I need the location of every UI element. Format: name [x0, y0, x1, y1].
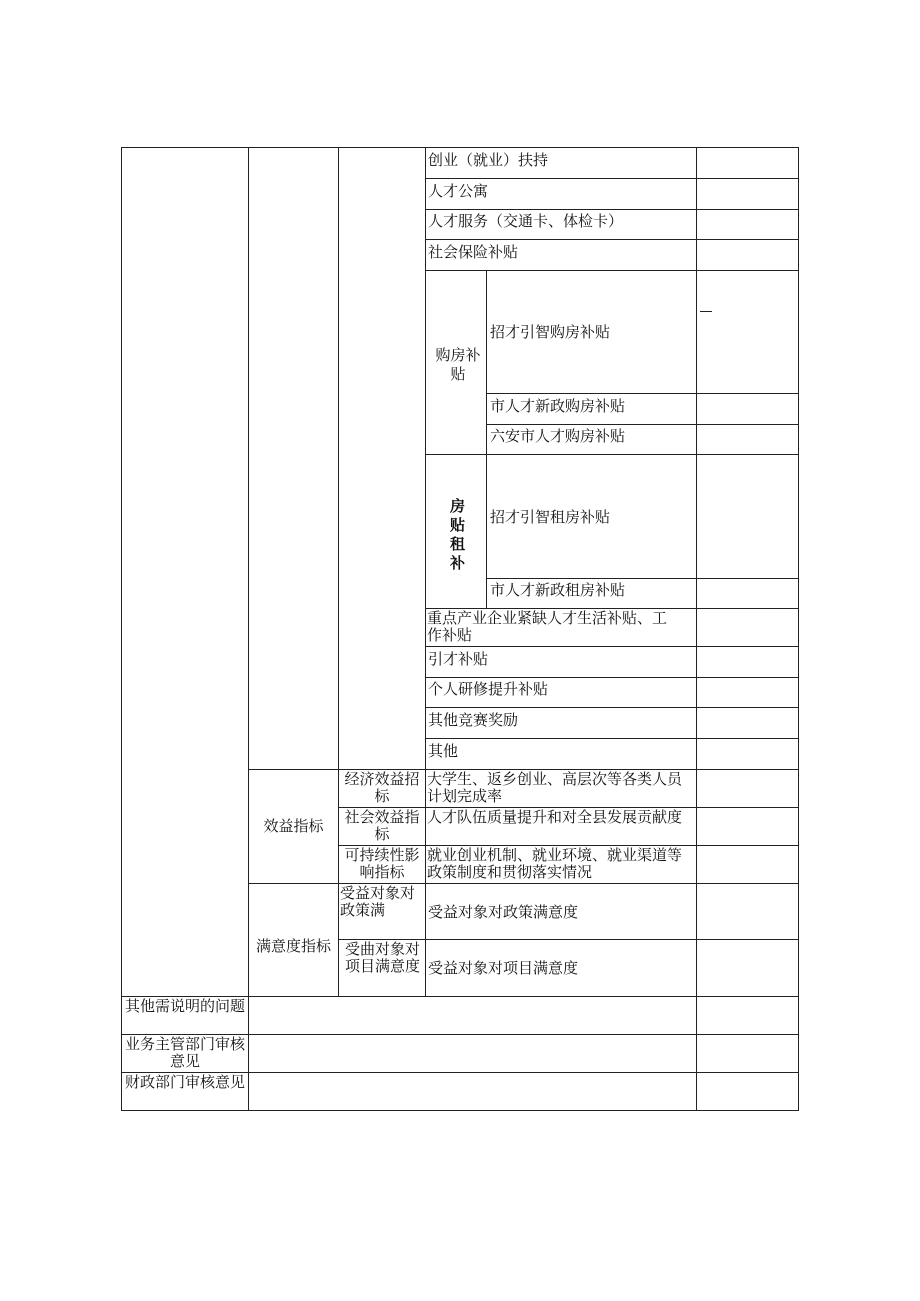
table-row-line — [425, 677, 799, 678]
purchase-group-label: 购房补贴 — [435, 346, 481, 383]
row-rent-city-label: 市人才新政租房补贴 — [490, 581, 626, 599]
econ-indicator-desc: 大学生、返乡创业、高层次等各类人员计划完成率 — [427, 770, 683, 805]
table-row-line — [486, 578, 799, 579]
sustain-indicator-desc: 就业创业机制、就业环境、就业渠道等政策制度和贯彻落实情况 — [427, 846, 683, 881]
row-yincai-label: 引才补贴 — [428, 650, 489, 668]
table-row-line — [248, 883, 799, 884]
project-satisfaction-desc: 受益对象对项目满意度 — [428, 959, 579, 977]
table-row-line — [425, 707, 799, 708]
project-satisfaction-label: 受曲对象对项目满意度 — [344, 940, 420, 975]
table-row-line — [486, 393, 799, 394]
table-row-line — [425, 178, 799, 179]
row-rent-zhaocai-label: 招才引智租房补贴 — [490, 508, 611, 526]
table-border-left — [121, 147, 122, 1110]
rent-group-label: 房贴租补 — [449, 497, 465, 572]
policy-satisfaction-label: 受益对象对政策满 — [340, 884, 416, 919]
row-purchase-city-label: 市人才新政购房补贴 — [490, 397, 626, 415]
policy-satisfaction-desc: 受益对象对政策满意度 — [428, 903, 579, 921]
table-row-line — [425, 454, 799, 455]
sustain-indicator-label: 可持续性影响指标 — [344, 846, 420, 881]
row-key-industry-label: 重点产业企业紧缺人才生活补贴、工作补贴 — [427, 609, 668, 644]
row-study-label: 个人研修提升补贴 — [428, 680, 549, 698]
table-row-line — [425, 270, 799, 271]
row-contest-label: 其他竞赛奖励 — [428, 711, 519, 729]
row-other-label: 其他 — [428, 742, 459, 760]
other-issues-label: 其他需说明的问题 — [124, 997, 245, 1015]
benefit-indicator-label: 效益指标 — [263, 817, 324, 835]
table-row-line — [425, 209, 799, 210]
dash-mark — [700, 311, 712, 312]
table-col-line — [696, 147, 697, 1110]
row-purchase-luan-label: 六安市人才购房补贴 — [490, 427, 626, 445]
social-indicator-label: 社会效益指标 — [344, 808, 420, 843]
table-col-line — [248, 147, 249, 1110]
table-border-top — [121, 147, 799, 148]
table-border-right — [798, 147, 799, 1110]
row-apartment-label: 人才公寓 — [428, 182, 489, 200]
social-indicator-desc: 人才队伍质量提升和对全县发展贡献度 — [427, 808, 683, 826]
econ-indicator-label: 经济效益招标 — [344, 770, 420, 805]
finance-opinion-label: 财政部门审核意见 — [124, 1073, 245, 1091]
table-row-line — [486, 424, 799, 425]
row-social-insurance-label: 社会保险补贴 — [428, 243, 519, 261]
row-chuangye-label: 创业（就业）扶持 — [428, 151, 549, 169]
table-col-line — [425, 147, 426, 996]
table-row-line — [425, 738, 799, 739]
satisfaction-indicator-label: 满意度指标 — [255, 937, 331, 955]
row-purchase-zhaocai-label: 招才引智购房补贴 — [490, 323, 611, 341]
dept-opinion-label: 业务主管部门审核意见 — [124, 1035, 245, 1070]
row-service-label: 人才服务（交通卡、体检卡） — [428, 212, 624, 230]
table-row-line — [425, 646, 799, 647]
table-border-bottom — [121, 1110, 799, 1111]
table-col-line — [486, 270, 487, 608]
table-row-line — [425, 239, 799, 240]
